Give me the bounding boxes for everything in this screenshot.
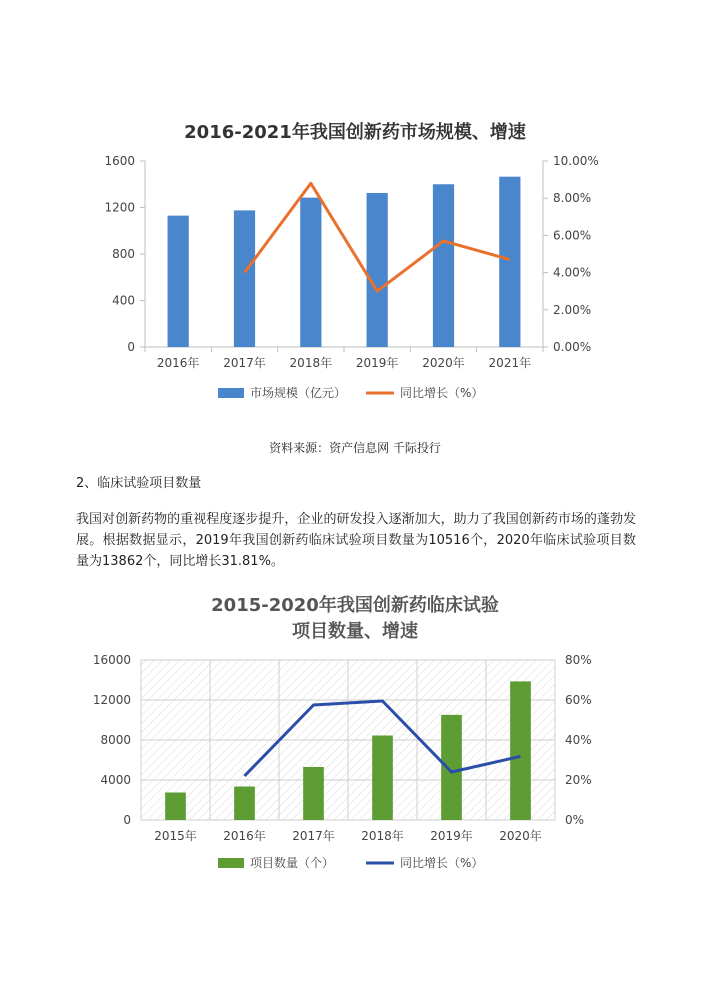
chart-title-line2: 项目数量、增速: [292, 621, 418, 642]
legend-label-bar: 市场规模（亿元）: [250, 386, 347, 400]
left-axis-tick-label: 800: [112, 247, 135, 261]
right-axis-tick-label: 80%: [565, 653, 592, 667]
source-note: 资料来源：资产信息网 千际投行: [269, 441, 441, 455]
left-axis-tick-label: 1600: [104, 154, 135, 168]
left-axis-tick-label: 0: [127, 340, 135, 354]
right-axis-tick-label: 0.00%: [553, 340, 592, 354]
right-axis-tick-label: 4.00%: [553, 265, 592, 280]
legend-swatch-bar: [218, 388, 244, 398]
x-axis-tick-label: 2019年: [355, 356, 399, 370]
x-axis-tick-label: 2017年: [292, 829, 335, 843]
left-axis-tick-label: 4000: [100, 773, 131, 787]
left-axis-tick-label: 16000: [92, 653, 131, 667]
x-axis-tick-label: 2020年: [422, 356, 465, 370]
left-axis-tick-label: 8000: [100, 733, 131, 747]
x-axis-tick-label: 2016年: [156, 356, 200, 370]
right-axis-tick-label: 40%: [565, 733, 592, 747]
chart-clinical-trials: [0, 585, 710, 895]
bar: [300, 198, 321, 347]
chart-market-size: [0, 108, 710, 418]
left-axis-tick-label: 0: [123, 813, 131, 827]
x-axis-tick-label: 2021年: [488, 356, 532, 370]
chart-title: 2016-2021年我国创新药市场规模、增速: [184, 122, 526, 143]
right-axis-tick-label: 10.00%: [553, 154, 599, 168]
left-axis-tick-label: 1200: [104, 200, 135, 215]
bar: [168, 216, 189, 347]
bar: [303, 767, 324, 820]
x-axis-tick-label: 2017年: [223, 356, 266, 370]
bar: [441, 715, 462, 820]
left-axis-tick-label: 400: [112, 293, 135, 308]
x-axis-tick-label: 2018年: [289, 356, 333, 370]
bar: [367, 193, 388, 347]
bar: [510, 681, 531, 820]
legend-label-line: 同比增长（%）: [400, 386, 484, 400]
bar: [234, 787, 255, 821]
bar: [433, 184, 454, 347]
bar: [165, 793, 186, 821]
body-paragraph: 我国对创新药物的重视程度逐步提升，企业的研发投入逐渐加大，助力了我国创新药市场的蓬勃发展。根据数据显示，2019年我国创新药临床试验项目数量为10516个，2020年临床试验项目数量为13862个，同比增长31.81%。: [76, 512, 636, 569]
left-axis-tick-label: 12000: [92, 693, 131, 707]
right-axis-tick-label: 60%: [565, 693, 592, 707]
legend-label-bar: 项目数量（个）: [250, 856, 335, 870]
x-axis-tick-label: 2020年: [499, 829, 542, 843]
x-axis-tick-label: 2019年: [430, 829, 473, 843]
right-axis-tick-label: 0%: [565, 813, 585, 827]
bar: [372, 736, 393, 821]
x-axis-tick-label: 2018年: [361, 829, 404, 843]
right-axis-tick-label: 8.00%: [553, 191, 592, 206]
right-axis-tick-label: 2.00%: [553, 302, 592, 317]
section-heading: 2、临床试验项目数量: [76, 476, 202, 491]
legend-label-line: 同比增长（%）: [400, 856, 484, 870]
bar: [234, 210, 255, 347]
right-axis-tick-label: 6.00%: [553, 228, 592, 243]
chart-market-size-svg: [0, 108, 710, 418]
legend-swatch-bar: [218, 858, 244, 868]
chart-title: 2015-2020年我国创新药临床试验: [211, 595, 499, 616]
chart-clinical-trials-svg: [0, 585, 710, 895]
x-axis-tick-label: 2015年: [154, 829, 197, 843]
x-axis-tick-label: 2016年: [223, 829, 266, 843]
right-axis-tick-label: 20%: [565, 773, 592, 787]
bar: [499, 177, 520, 347]
